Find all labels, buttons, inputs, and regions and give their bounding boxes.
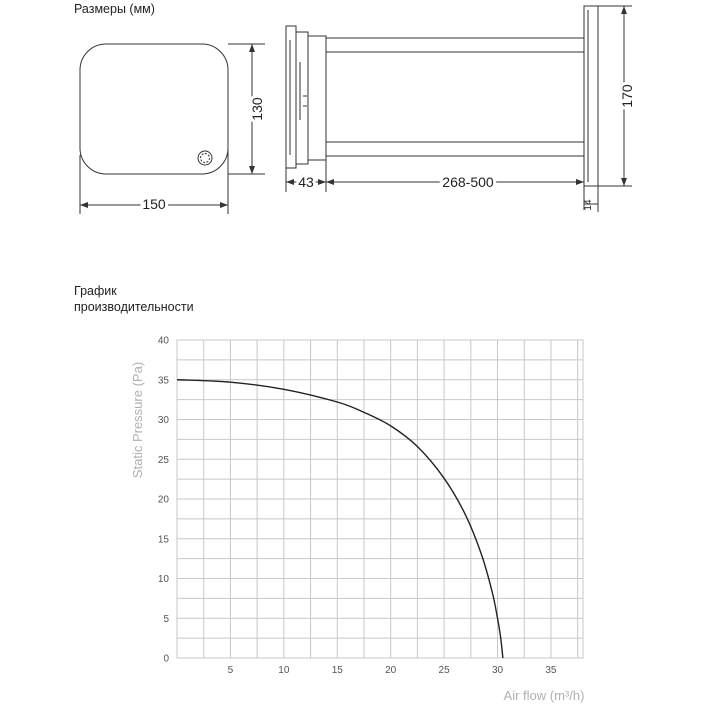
x-tick-label: 10 xyxy=(278,665,290,676)
x-tick-label: 35 xyxy=(545,665,557,676)
x-tick-labels xyxy=(228,665,557,676)
x-tick-label: 30 xyxy=(491,665,504,676)
chart-title-line1: График xyxy=(74,284,117,298)
y-axis-label: Static Pressure (Pa) xyxy=(130,361,145,479)
y-tick-label: 15 xyxy=(157,534,169,546)
dim-cap-depth-label: 14 xyxy=(583,199,594,211)
x-tick-label: 20 xyxy=(385,665,397,676)
dim-height-label: 130 xyxy=(249,97,265,121)
y-tick-label: 10 xyxy=(157,574,169,585)
x-tick-label: 5 xyxy=(227,665,234,676)
dim-pipe-length-label: 268-500 xyxy=(442,174,494,190)
y-tick-label: 40 xyxy=(157,335,169,347)
y-tick-label: 35 xyxy=(157,375,169,387)
y-tick-label: 0 xyxy=(163,653,169,665)
x-tick-label: 15 xyxy=(331,665,343,676)
dimensions-title: Размеры (мм) xyxy=(74,2,155,16)
chart-title-line2: производительности xyxy=(74,300,194,314)
dim-flange-depth-label: 43 xyxy=(298,174,314,190)
x-tick-label: 25 xyxy=(438,665,450,676)
y-tick-label: 5 xyxy=(163,613,169,625)
dim-outer-height-label: 170 xyxy=(619,84,635,108)
y-tick-label: 20 xyxy=(157,494,169,506)
x-axis-label: Air flow (m³/h) xyxy=(503,688,585,703)
y-tick-labels xyxy=(158,336,170,665)
dim-width-label: 150 xyxy=(142,196,166,212)
chart-grid xyxy=(177,340,583,658)
y-tick-label: 30 xyxy=(157,415,169,426)
y-tick-label: 25 xyxy=(157,454,169,466)
